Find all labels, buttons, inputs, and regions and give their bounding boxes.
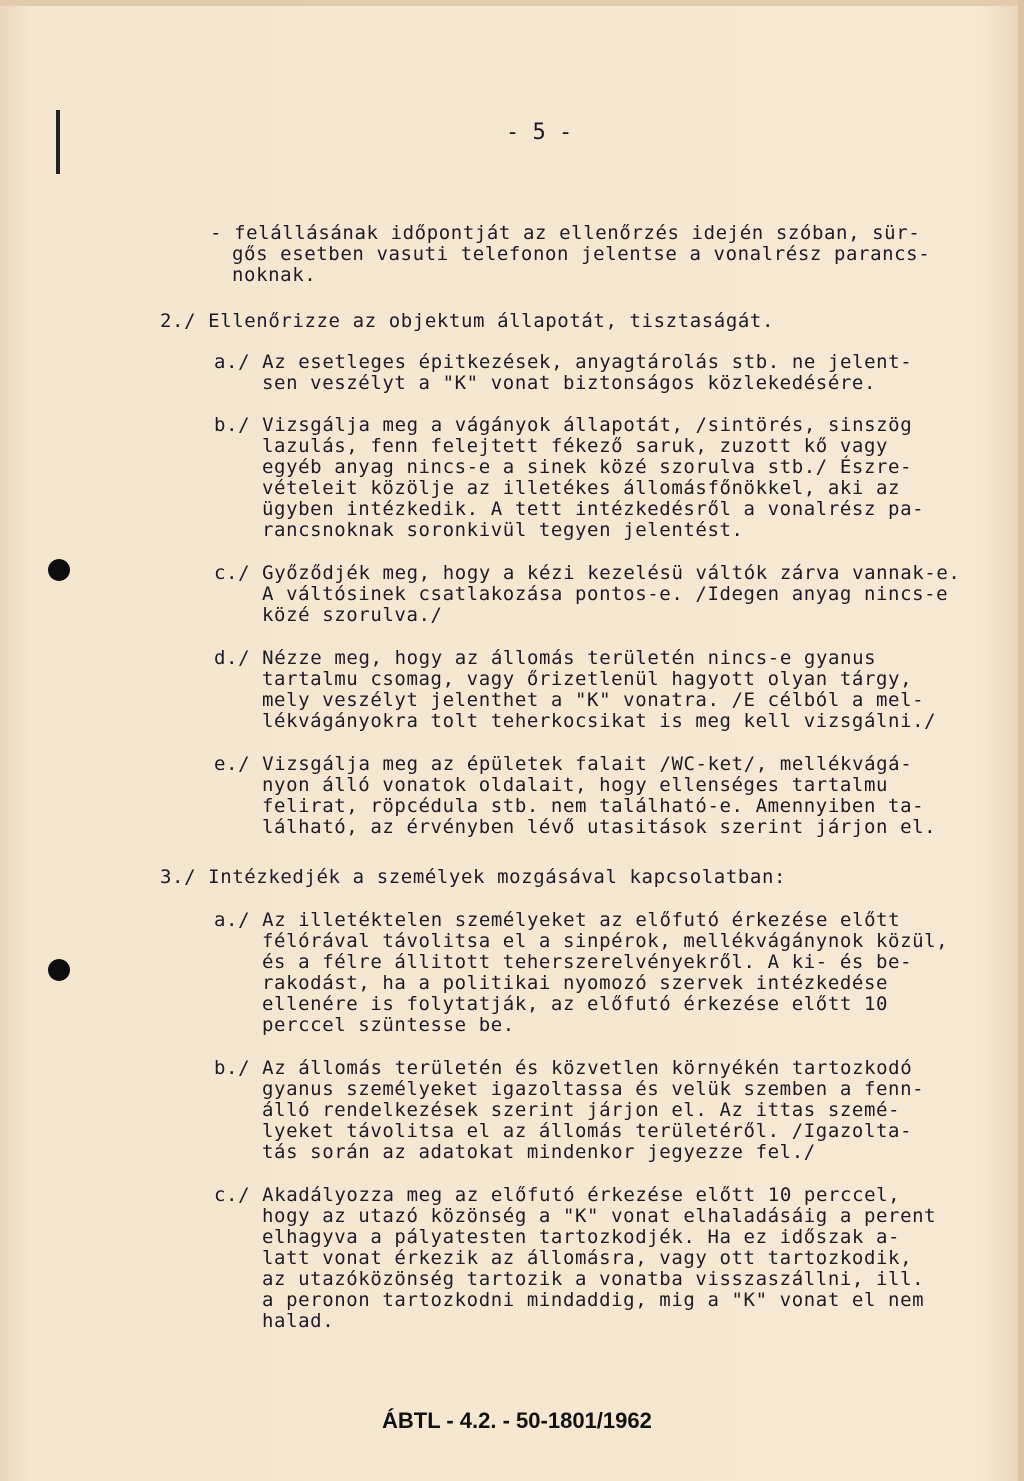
punch-hole xyxy=(48,559,70,581)
text-line: hogy az utazó közönség a "K" vonat elhaladásáig a perent xyxy=(262,1205,937,1227)
text-line: latt vonat érkezik az állomásra, vagy ott tartozkodik, xyxy=(262,1247,913,1269)
text-line: álló rendelkezések szerint járjon el. Az ittas szemé- xyxy=(262,1099,901,1121)
text-line: lálható, az érvényben lévő utasitások szerint járjon el. xyxy=(262,816,937,838)
text-line: ellenére is folytatják, az előfutó érkezése előtt 10 xyxy=(262,993,889,1015)
text-line: rakodást, ha a politikai nyomozó szervek intézkedése xyxy=(262,972,889,994)
page-edge-top xyxy=(0,0,1024,6)
text-line: halad. xyxy=(262,1310,335,1332)
text-line: gyanus személyeket igazoltassa és velük szemben a fenn- xyxy=(262,1078,925,1100)
text-line: sen veszélyt a "K" vonat biztonságos közlekedésére. xyxy=(262,372,876,394)
text-line: a./ Az esetleges épitkezések, anyagtárolás stb. ne jelent- xyxy=(214,351,913,373)
text-line: b./ Az állomás területén és közvetlen környékén tartozkodó xyxy=(214,1057,913,1079)
text-line: közé szorulva./ xyxy=(262,604,443,626)
text-line: lazulás, fenn felejtett fékező saruk, zuzott kő vagy xyxy=(262,435,889,457)
text-line: félórával távolitsa el a sinpérok, mellékvágánynok közül, xyxy=(262,930,949,952)
text-line: A váltósinek csatlakozása pontos-e. /Idegen anyag nincs-e xyxy=(262,583,949,605)
text-line: c./ Győződjék meg, hogy a kézi kezelésü váltók zárva vannak-e. xyxy=(214,562,961,584)
text-line: c./ Akadályozza meg az előfutó érkezése előtt 10 perccel, xyxy=(214,1184,901,1206)
text-line: rancsnoknak soronkivül tegyen jelentést. xyxy=(262,519,744,541)
text-line: a peronon tartozkodni mindaddig, mig a "K" vonat el nem xyxy=(262,1289,925,1311)
text-line: gős esetben vasuti telefonon jelentse a vonalrész parancs- xyxy=(232,243,931,265)
text-line: vételeit közölje az illetékes állomásfőnökkel, aki az xyxy=(262,477,901,499)
page-number: - 5 - xyxy=(506,120,573,145)
text-line: perccel szüntesse be. xyxy=(262,1014,515,1036)
text-line: ügyben intézkedik. A tett intézkedésről a vonalrész pa- xyxy=(262,498,925,520)
margin-bracket-mark xyxy=(56,110,60,174)
text-line: nyon álló vonatok oldalait, hogy ellenséges tartalmu xyxy=(262,774,889,796)
section-heading: 3./ Intézkedjék a személyek mozgásával kapcsolatban: xyxy=(160,866,787,888)
text-line: egyéb anyag nincs-e a sinek közé szorulva stb./ Észre- xyxy=(262,456,913,478)
punch-hole xyxy=(48,959,70,981)
text-line: mely veszélyt jelenthet a "K" vonatra. /E célból a mel- xyxy=(262,689,925,711)
text-line: noknak. xyxy=(232,264,317,286)
section-heading: 2./ Ellenőrizze az objektum állapotát, tisztaságát. xyxy=(160,310,774,332)
text-line: elhagyva a pályatesten tartozkodjék. Ha ez időszak a- xyxy=(262,1226,901,1248)
text-line: tás során az adatokat mindenkor jegyezze fel./ xyxy=(262,1141,816,1163)
text-line: e./ Vizsgálja meg az épületek falait /WC-ket/, mellékvágá- xyxy=(214,753,913,775)
archive-reference: ÁBTL - 4.2. - 50-1801/1962 xyxy=(382,1408,652,1433)
text-line: - felállásának időpontját az ellenőrzés idején szóban, sür- xyxy=(210,222,921,244)
text-line: d./ Nézze meg, hogy az állomás területén nincs-e gyanus xyxy=(214,647,877,669)
text-line: lékvágányokra tolt teherkocsikat is meg kell vizsgálni./ xyxy=(262,710,937,732)
text-line: b./ Vizsgálja meg a vágányok állapotát, /sintörés, sinszög xyxy=(214,414,913,436)
text-line: felirat, röpcédula stb. nem található-e. Amennyiben ta- xyxy=(262,795,925,817)
text-line: tartalmu csomag, vagy őrizetlenül hagyott olyan tárgy, xyxy=(262,668,913,690)
text-line: és a félre állitott teherszerelvényekről. A ki- és be- xyxy=(262,951,913,973)
text-line: lyeket távolitsa el az állomás területéről. /Igazolta- xyxy=(262,1120,913,1142)
page-edge-right xyxy=(1018,0,1024,1481)
text-line: a./ Az illetéktelen személyeket az előfutó érkezése előtt xyxy=(214,909,901,931)
text-line: az utazóközönség tartozik a vonatba visszaszállni, ill. xyxy=(262,1268,925,1290)
